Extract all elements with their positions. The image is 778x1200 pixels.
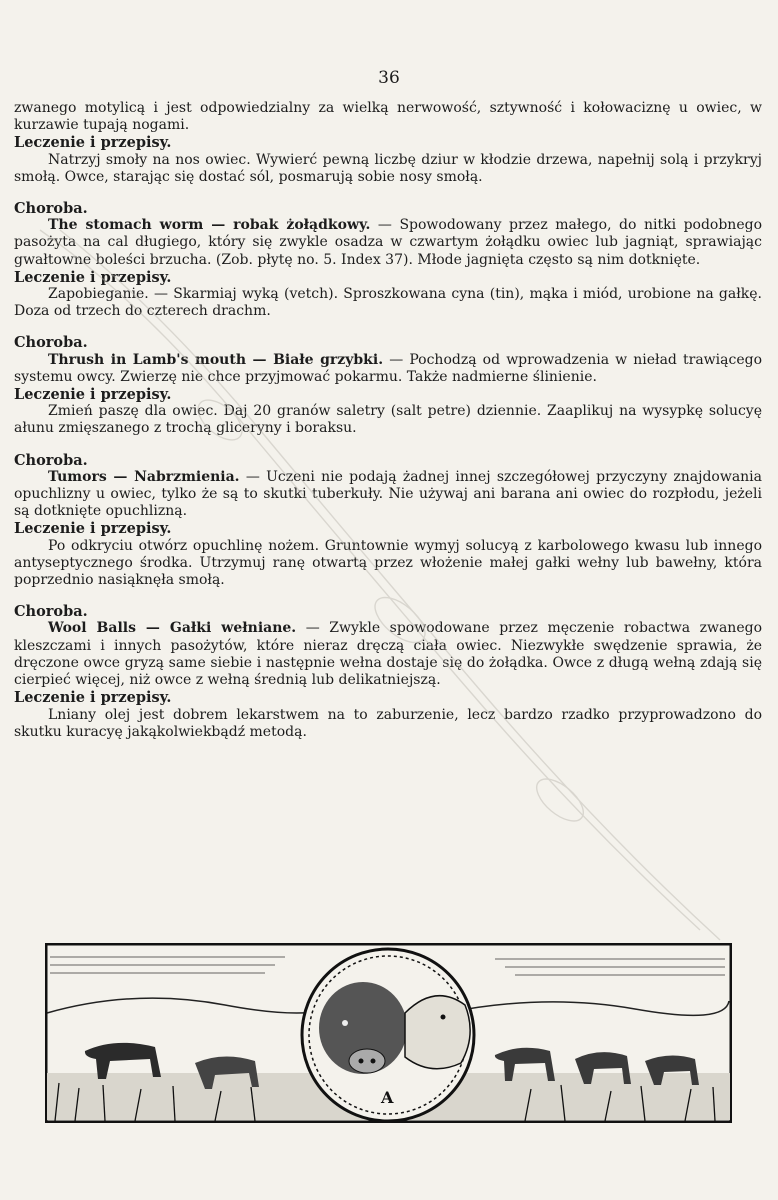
section-heading: Leczenie i przepisy. bbox=[14, 134, 172, 152]
section-heading: Choroba. bbox=[14, 451, 88, 469]
section-paragraph bbox=[14, 217, 762, 269]
section-heading: Choroba. bbox=[14, 603, 88, 621]
page-body bbox=[14, 100, 762, 741]
disease-title: Tumors — Nabrzmienia. bbox=[48, 468, 240, 485]
section-body: — Spowodowany przez małego, do nitki podobnego pasożyta na cal długiego, który się zwykle osadza w czwartym żołądku owiec lub jagniąt, sprawiając gwałtowne boleści brzucha. (Zob. płytę no. 5. Index 37). Młode jagnięta często są nim dotknięte. bbox=[14, 217, 763, 268]
disease-title: The stomach worm — robak żołądkowy. bbox=[48, 217, 371, 234]
section-body: Natrzyj smoły na nos owiec. Wywierć pewną liczbę dziur w kłodzie drzewa, napełnij solą i przykryj smołą. Owce, starając się dostać sól, posmarują sobie nosy smołą. bbox=[14, 151, 762, 185]
section-heading: Leczenie i przepisy. bbox=[14, 520, 172, 538]
section-body: Lniany olej jest dobrem lekarstwem na to zaburzenie, lecz bardzo rzadko przyprowadzono do skutku kuracyę jakąkolwiekbądź metodą. bbox=[14, 706, 762, 740]
section-body: — Zwykle spowodowane przez męczenie robactwa zwanego kleszczami i innych pasożytów, które nieraz dręczą ciała owiec. Niezwykłe swędzenie sprawia, że dręczone owce gryzą same siebie i następnie wełna dostaje się do żołądka. Owce z długą wełną zdają się cierpieć więcej, niż owce z wełną średnią lub delikatniejszą. bbox=[14, 620, 762, 689]
section-body: Po odkryciu otwórz opuchlinę nożem. Gruntownie wymyj solucyą z karbolowego kwasu lub innego antyseptycznego środka. Utrzymuj ranę otwartą przez włożenie małej gałki wełny lub bawełny, która poprzednio nasiąknęła smołą. bbox=[14, 537, 762, 589]
disease-title: Wool Balls — Gałki wełniane. bbox=[48, 620, 297, 637]
illustration-monogram: A bbox=[381, 1088, 394, 1107]
section-paragraph bbox=[14, 469, 762, 521]
section-heading: Leczenie i przepisy. bbox=[14, 386, 172, 404]
intro-paragraph: zwanego motylicą i jest odpowiedzialny za wielką nerwowość, sztywność i kołowaciznę u owiec, w kurzawie tupają nogami. bbox=[14, 100, 762, 134]
farm-animals-illustration bbox=[45, 943, 732, 1123]
section-heading: Leczenie i przepisy. bbox=[14, 689, 172, 707]
section-body: Zmień paszę dla owiec. Daj 20 granów saletry (salt petre) dziennie. Zaaplikuj na wysypkę solucyę ałunu zmięszanego z trochą gliceryny i boraksu. bbox=[14, 403, 762, 437]
section-body: — Pochodzą od wprowadzenia w nieład trawiącego systemu owcy. Zwierzę nie chce przyjmować pokarmu. Także nadmierne ślinienie. bbox=[14, 351, 763, 385]
section-heading: Leczenie i przepisy. bbox=[14, 268, 172, 286]
section-body: Zapobieganie. — Skarmiaj wyką (vetch). Sproszkowana cyna (tin), mąka i miód, urobione na gałkę. Doza od trzech do czterech drachm. bbox=[14, 286, 762, 320]
section-paragraph bbox=[14, 352, 762, 386]
disease-title: Thrush in Lamb's mouth — Białe grzybki. bbox=[48, 351, 384, 368]
section-heading: Choroba. bbox=[14, 334, 88, 352]
page-number: 36 bbox=[378, 68, 400, 88]
section-body: — Uczeni nie podają żadnej innej szczegółowej przyczyny znajdowania opuchlizny u owiec, tylko że są to skutki tuberkuły. Nie używaj ani barana ani owiec do rozpłodu, jeżeli są dotknięte opuchlizną. bbox=[14, 468, 763, 520]
section-heading: Choroba. bbox=[14, 200, 88, 218]
section-paragraph bbox=[14, 620, 762, 689]
